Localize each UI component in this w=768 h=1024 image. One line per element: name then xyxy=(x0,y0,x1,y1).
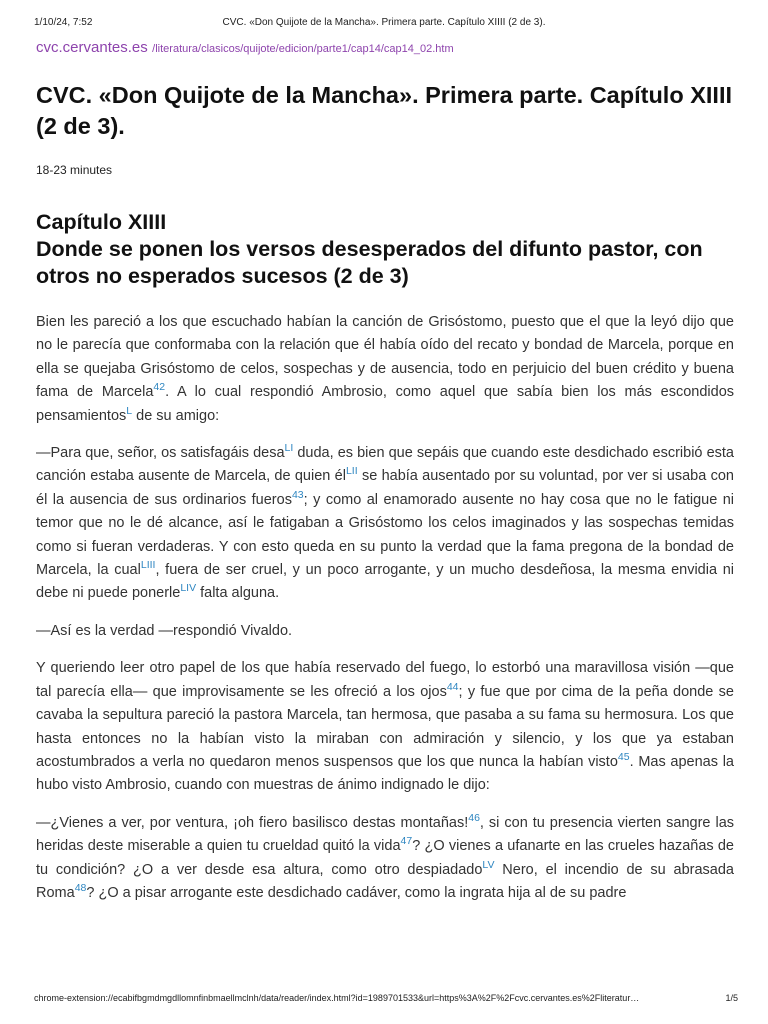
text-segment: —Así es la verdad —respondió Vivaldo. xyxy=(36,622,293,639)
text-segment: —¿Vienes a ver, por ventura, ¡oh fiero basilisco destas montañas! xyxy=(36,814,469,831)
chapter-subtitle: Donde se ponen los versos desesperados del difunto pastor, con otros no esperados sucesos (2 de 3) xyxy=(36,237,703,288)
footnote-marker[interactable]: LV xyxy=(482,858,495,871)
footnote-marker[interactable]: LIV xyxy=(180,582,197,595)
footnote-marker[interactable]: LI xyxy=(284,442,294,455)
read-time: 18-23 minutes xyxy=(36,163,113,177)
text-segment: ? ¿O vienes a ufanarte en las crueles hazañas de tu condición? ¿O a ver desde esa altura, como otro despiadado xyxy=(36,838,734,878)
body-paragraph xyxy=(36,620,734,643)
text-segment: , si con tu presencia vierten sangre las heridas deste miserable a quien tu crueldad quitó la vida xyxy=(36,814,735,855)
footnote-marker[interactable]: LIII xyxy=(140,559,156,572)
footnote-marker[interactable]: 45 xyxy=(617,751,630,764)
footnote-marker[interactable]: 42 xyxy=(153,381,166,394)
text-segment: ; y como al enamorado ausente no hay cosa que no le fatigue ni temor que no le dé alcance, así le fatigaban a Grisóstomo los celos imaginados y las sospechas temidas como si fueran verdaderas. Y con esto queda en su punto la verdad que la fama pregona de la bondad de Marcela, la cual xyxy=(36,491,734,579)
footnote-marker[interactable]: 43 xyxy=(291,489,304,502)
text-segment: se había ausentado por su voluntad, por ver si usaba con él la ausencia de sus ordinarios fueros xyxy=(36,468,734,508)
source-path-link[interactable]: /literatura/clasicos/quijote/edicion/parte1/cap14/cap14_02.htm xyxy=(152,43,454,55)
text-segment: ; y fue que por cima de la peña donde se cavaba la sepultura pareció la pastora Marcela, tan hermosa, que pasaba a su fama su hermosura. Los que hasta entonces no la habían visto la miraban con admiración y silencio, y los que ya estaban acostumbrados a verla no quedaron menos suspensos que los que nunca la habían visto xyxy=(36,683,734,770)
source-domain-link[interactable]: cvc.cervantes.es xyxy=(36,39,148,56)
page-title: CVC. «Don Quijote de la Mancha». Primera parte. Capítulo XIIII (2 de 3). xyxy=(36,82,733,139)
chapter-heading xyxy=(36,209,736,290)
chapter-number: Capítulo XIIII xyxy=(36,210,167,234)
text-segment: . Mas apenas la hubo visto Ambrosio, cuando con muestras de ánimo indignado le dijo: xyxy=(36,753,734,794)
body-paragraph xyxy=(36,657,734,797)
source-link[interactable] xyxy=(36,39,454,57)
print-header xyxy=(0,17,768,31)
body-paragraph xyxy=(36,812,734,906)
text-segment: , fuera de ser cruel, y un poco arrogante, y un mucho desdeñosa, la mesma envidia ni debe ni puede ponerle xyxy=(36,562,735,602)
footnote-marker[interactable]: LII xyxy=(345,465,358,478)
text-segment: Nero, el incendio de su abrasada Roma xyxy=(36,861,734,901)
article-body xyxy=(36,311,734,919)
footnote-marker[interactable]: 46 xyxy=(468,811,480,824)
footnote-marker[interactable]: 48 xyxy=(74,882,87,895)
page-number: 1/5 xyxy=(725,993,738,1003)
footnote-marker[interactable]: 47 xyxy=(400,835,413,848)
body-paragraph xyxy=(36,311,734,428)
body-paragraph xyxy=(36,442,734,606)
text-segment: ? ¿O a pisar arrogante este desdichado cadáver, como la ingrata hija al de su padre xyxy=(86,884,627,901)
text-segment: . A lo cual respondió Ambrosio, como aquel que sabía bien los más escondidos pensamientos xyxy=(36,384,735,424)
text-segment: duda, es bien que sepáis que cuando este desdichado escribió esta canción estaba ausente de Marcela, de quien él xyxy=(36,445,734,485)
text-segment: falta alguna. xyxy=(196,585,280,602)
footnote-marker[interactable]: L xyxy=(126,404,133,417)
footnote-marker[interactable]: 44 xyxy=(446,680,459,693)
text-segment: —Para que, señor, os satisfagáis desa xyxy=(36,445,285,462)
text-segment: Bien les pareció a los que escuchado habían la canción de Grisóstomo, puesto que el que la leyó dijo que no le parecía que conformaba con la relación que él había oído del recato y bondad de Marcela, porque en ella se quejaba Grisóstomo de celos, sospechas y de ausencia, todo en perjuicio del buen crédito y buena fama de Marcela xyxy=(36,314,734,401)
text-segment: Y queriendo leer otro papel de los que había reservado del fuego, lo estorbó una maravillosa visión —que tal parecía ella— que improvisamente se les ofreció a los ojos xyxy=(36,660,734,700)
print-timestamp: 1/10/24, 7:52 xyxy=(34,17,93,28)
print-footer-url: chrome-extension://ecabifbgmdmgdllomnfinbmaellmclnh/data/reader/index.html?id=1989701533&url=https%3A%2F%2Fcvc.cervantes.es%2Fliteratur… xyxy=(34,993,640,1003)
print-page-title: CVC. «Don Quijote de la Mancha». Primera parte. Capítulo XIIII (2 de 3). xyxy=(222,17,546,28)
text-segment: de su amigo: xyxy=(132,407,220,424)
